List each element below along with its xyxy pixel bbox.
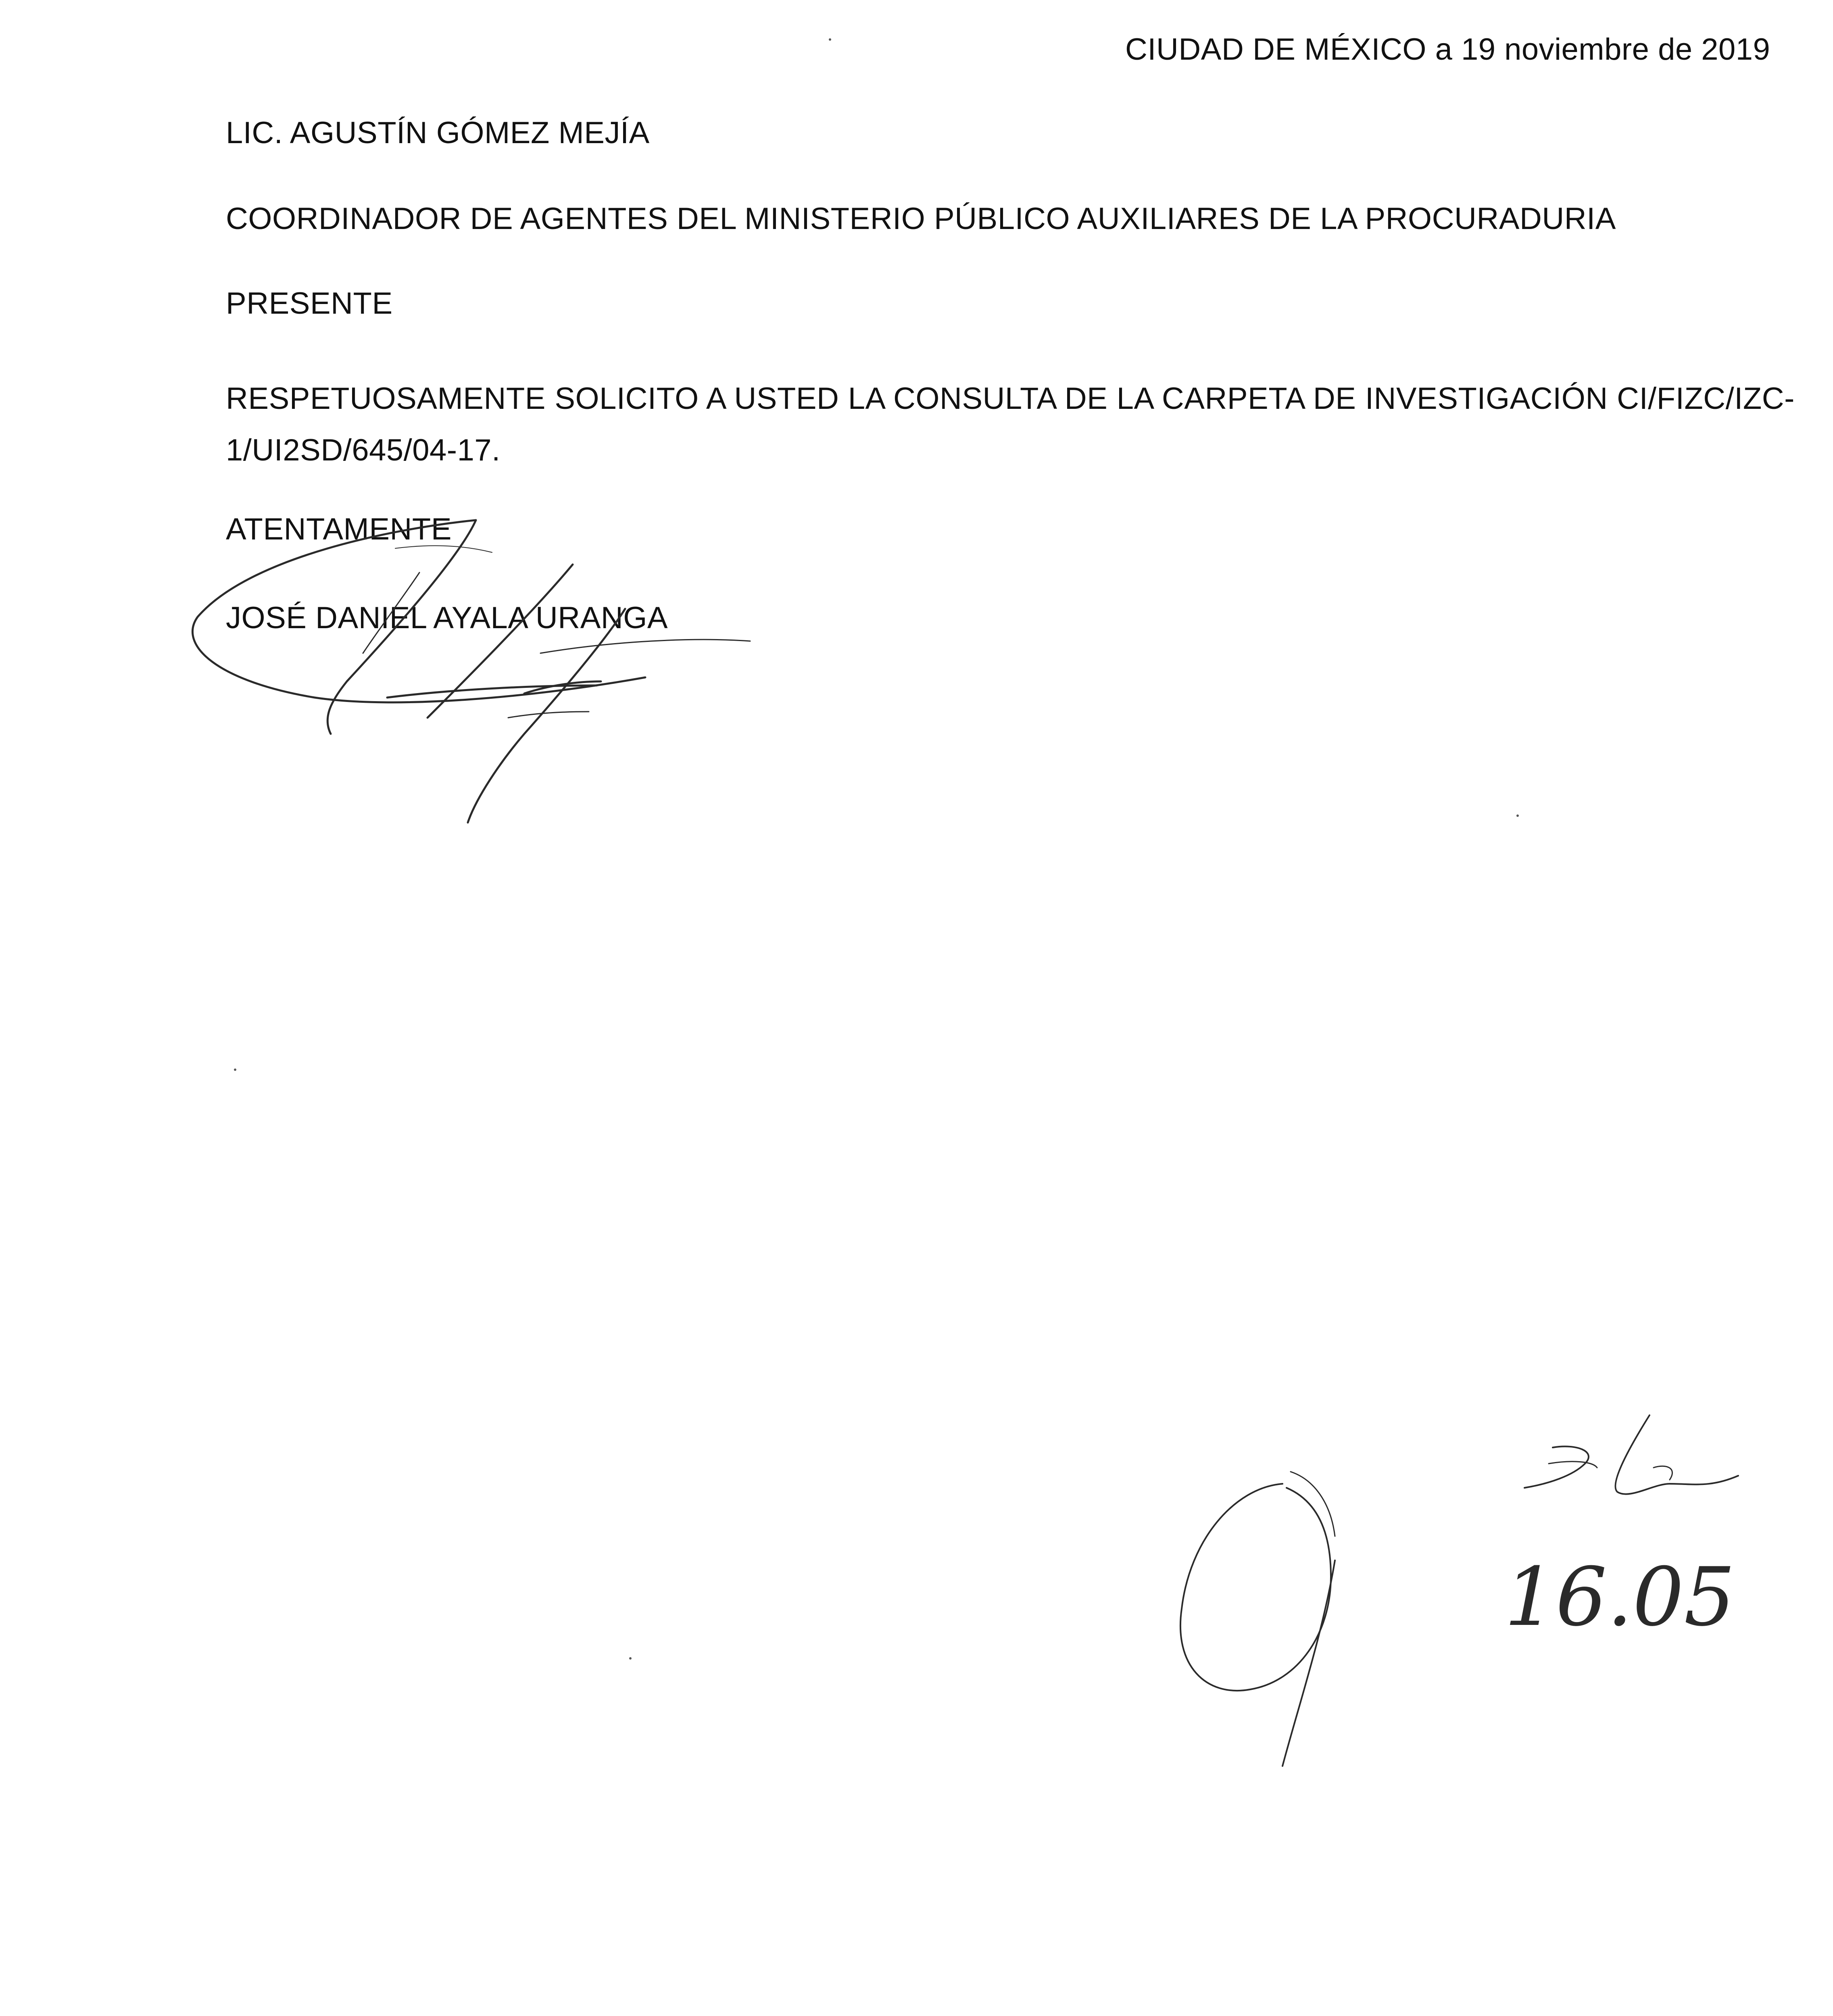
letter-body: RESPETUOSAMENTE SOLICITO A USTED LA CONSULTA DE LA CARPETA DE INVESTIGACIÓN CI/FIZC/IZC-1/UI2SD/645/04-17.: [226, 381, 1795, 467]
recipient-name: LIC. AGUSTÍN GÓMEZ MEJÍA: [226, 116, 650, 150]
closing: ATENTAMENTE: [226, 512, 452, 546]
recipient-title: COORDINADOR DE AGENTES DEL MINISTERIO PÚBLICO AUXILIARES DE LA PROCURADURIA: [226, 202, 1616, 236]
receipt-time: 16.05: [1504, 1550, 1735, 1644]
signer-name: JOSÉ DANIEL AYALA URANGA: [226, 601, 668, 635]
scan-speck: [829, 38, 831, 41]
handwritten-signature: [169, 508, 758, 831]
receipt-annotation: [1145, 1407, 1791, 1770]
greeting: PRESENTE: [226, 286, 393, 321]
scan-speck: [234, 1068, 236, 1071]
scan-speck: [629, 1657, 632, 1660]
date-line: CIUDAD DE MÉXICO a 19 noviembre de 2019: [1125, 32, 1770, 67]
scan-speck: [1516, 814, 1519, 817]
